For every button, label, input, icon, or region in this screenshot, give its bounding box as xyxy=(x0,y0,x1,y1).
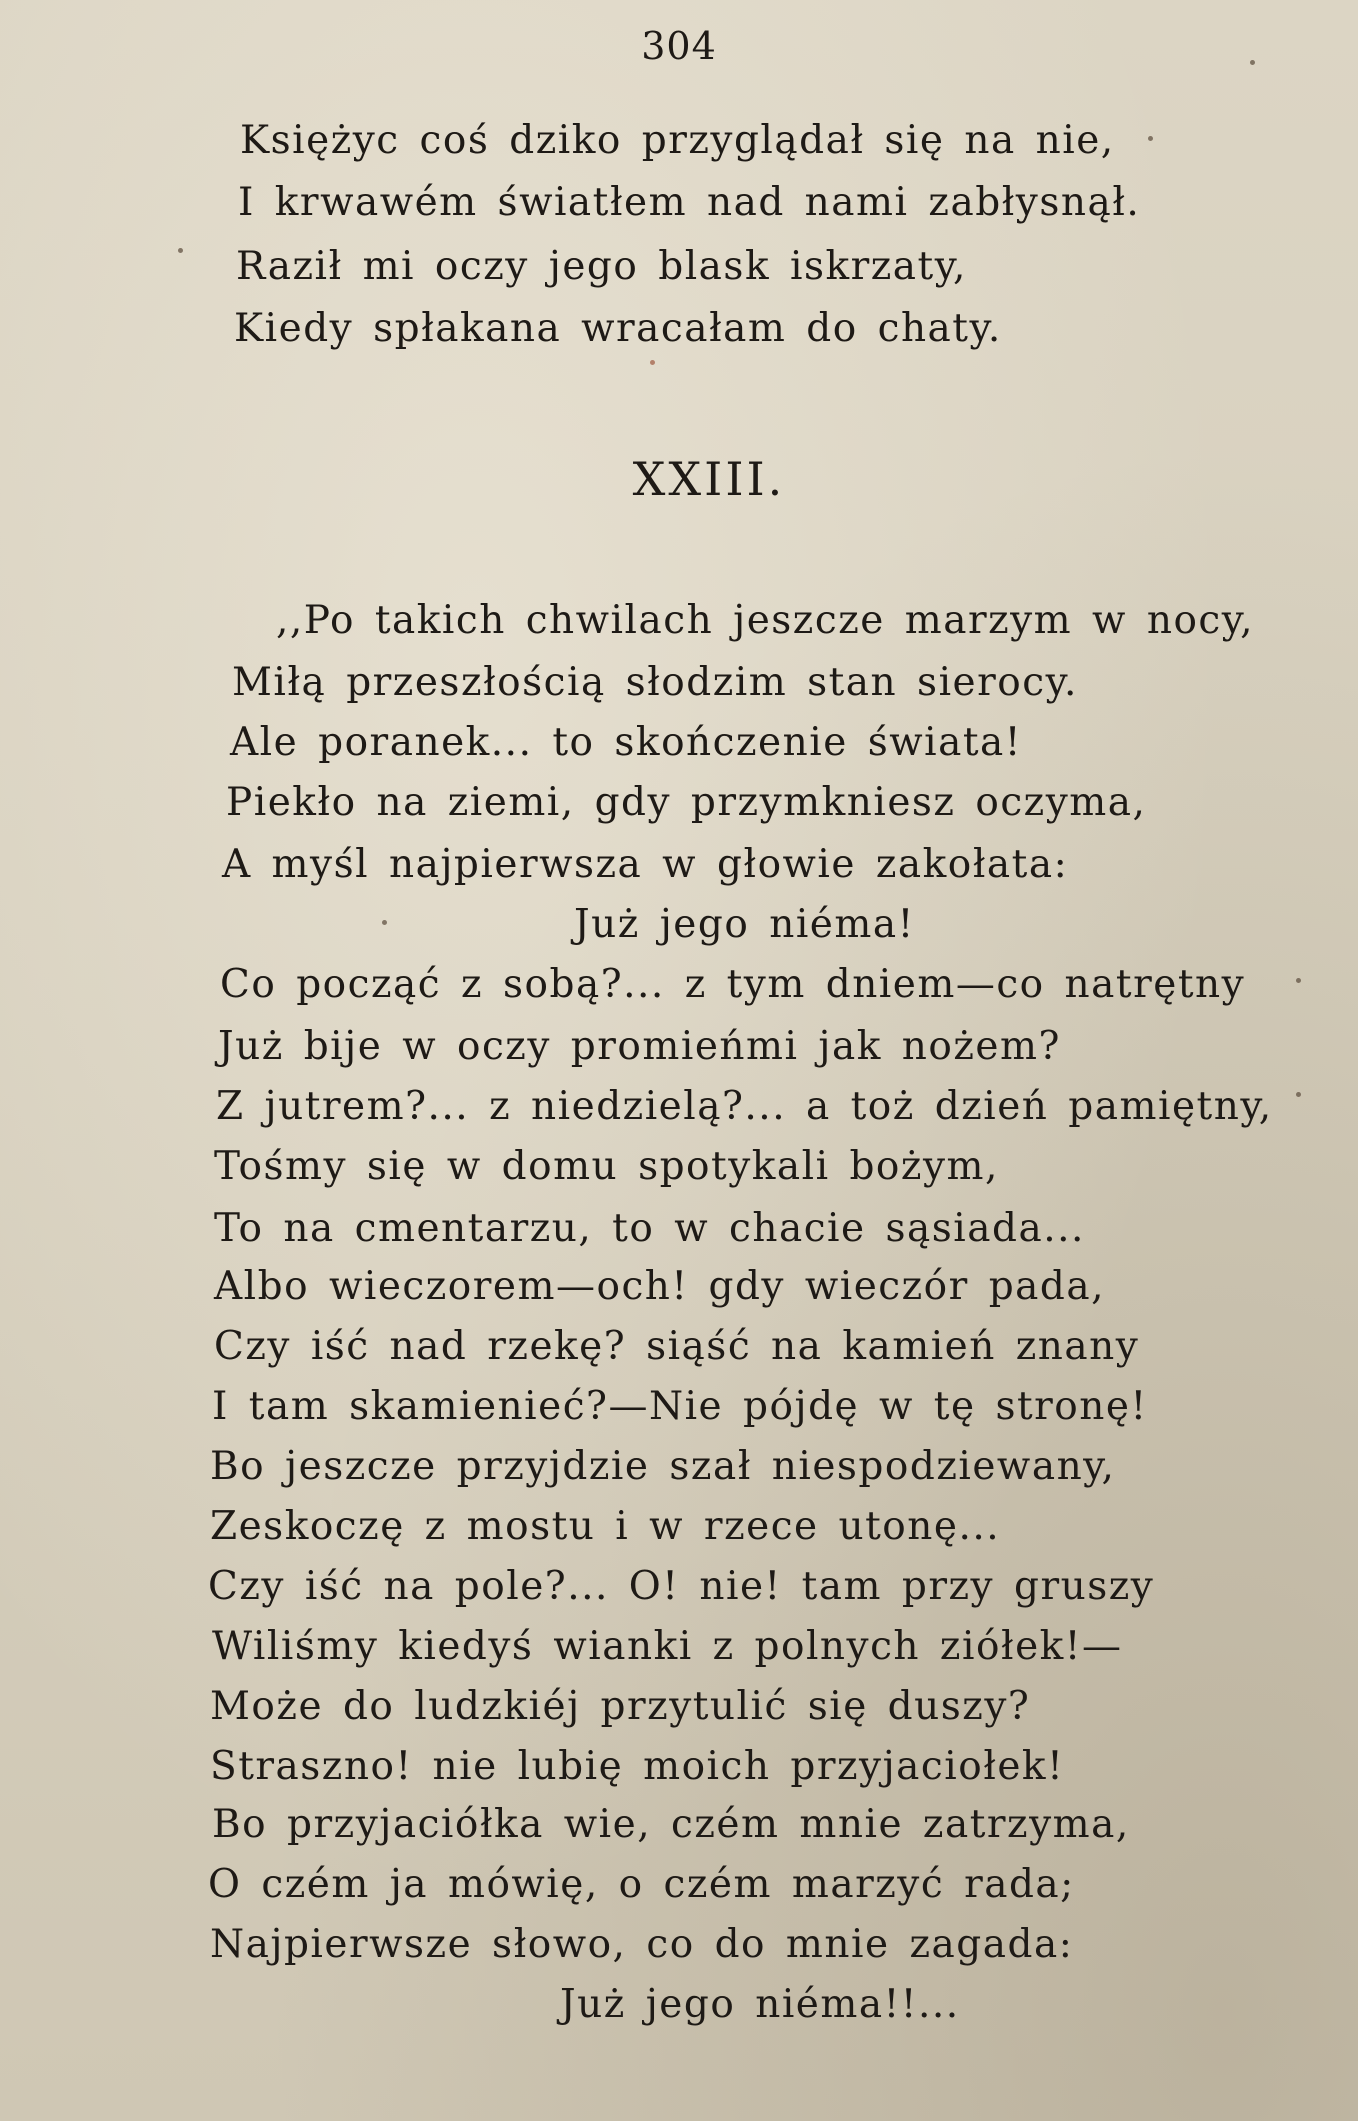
paper-speck xyxy=(178,248,183,253)
verse-line: Ale poranek... to skończenie świata! xyxy=(230,720,1022,765)
verse-line: Co począć z sobą?... z tym dniem—co natrętny xyxy=(220,962,1246,1007)
verse-line: Miłą przeszłością słodzim stan sierocy. xyxy=(232,660,1078,705)
verse-line: A myśl najpierwsza w głowie zakołata: xyxy=(222,842,1069,887)
verse-line: I tam skamienieć?—Nie pójdę w tę stronę! xyxy=(212,1384,1148,1429)
paper-speck xyxy=(650,360,655,365)
paper-speck xyxy=(1296,1092,1301,1097)
verse-line: To na cmentarzu, to w chacie sąsiada... xyxy=(214,1206,1085,1251)
verse-line: Bo przyjaciółka wie, czém mnie zatrzyma, xyxy=(212,1802,1130,1847)
verse-line: Z jutrem?... z niedzielą?... a toż dzień pamiętny, xyxy=(216,1084,1273,1129)
verse-line: I krwawém światłem nad nami zabłysnął. xyxy=(238,180,1141,225)
verse-line: Może do ludzkiéj przytulić się duszy? xyxy=(210,1684,1031,1729)
verse-line: Zeskoczę z mostu i w rzece utonę... xyxy=(210,1504,1001,1549)
page-number: 304 xyxy=(641,24,717,68)
verse-line: Raził mi oczy jego blask iskrzaty, xyxy=(236,244,967,289)
verse-line: Straszno! nie lubię moich przyjaciołek! xyxy=(210,1744,1065,1789)
paper-speck xyxy=(1148,136,1153,141)
verse-line: O czém ja mówię, o czém marzyć rada; xyxy=(208,1862,1075,1907)
verse-line: Wiliśmy kiedyś wianki z polnych ziółek!— xyxy=(212,1624,1123,1669)
verse-line: Już jego niéma! xyxy=(574,902,915,947)
verse-line: Tośmy się w domu spotykali bożym, xyxy=(214,1144,999,1189)
verse-line: Księżyc coś dziko przyglądał się na nie, xyxy=(240,118,1115,163)
verse-line: Już jego niéma!!... xyxy=(560,1982,960,2027)
paper-speck xyxy=(382,920,387,925)
verse-line: Czy iść nad rzekę? siąść na kamień znany xyxy=(214,1324,1140,1369)
verse-line: Najpierwsze słowo, co do mnie zagada: xyxy=(210,1922,1074,1967)
verse-line: Czy iść na pole?... O! nie! tam przy gruszy xyxy=(208,1564,1155,1609)
paper-speck xyxy=(1250,60,1255,65)
verse-line: Już bije w oczy promieńmi jak nożem? xyxy=(218,1024,1061,1069)
paper-speck xyxy=(1296,978,1301,983)
verse-line: Piekło na ziemi, gdy przymkniesz oczyma, xyxy=(226,780,1147,825)
verse-line: ,,Po takich chwilach jeszcze marzym w nocy, xyxy=(276,598,1255,643)
verse-line: Kiedy spłakana wracałam do chaty. xyxy=(234,306,1002,351)
section-heading: XXIII. xyxy=(632,452,786,506)
verse-line: Bo jeszcze przyjdzie szał niespodziewany, xyxy=(210,1444,1116,1489)
verse-line: Albo wieczorem—och! gdy wieczór pada, xyxy=(214,1264,1106,1309)
